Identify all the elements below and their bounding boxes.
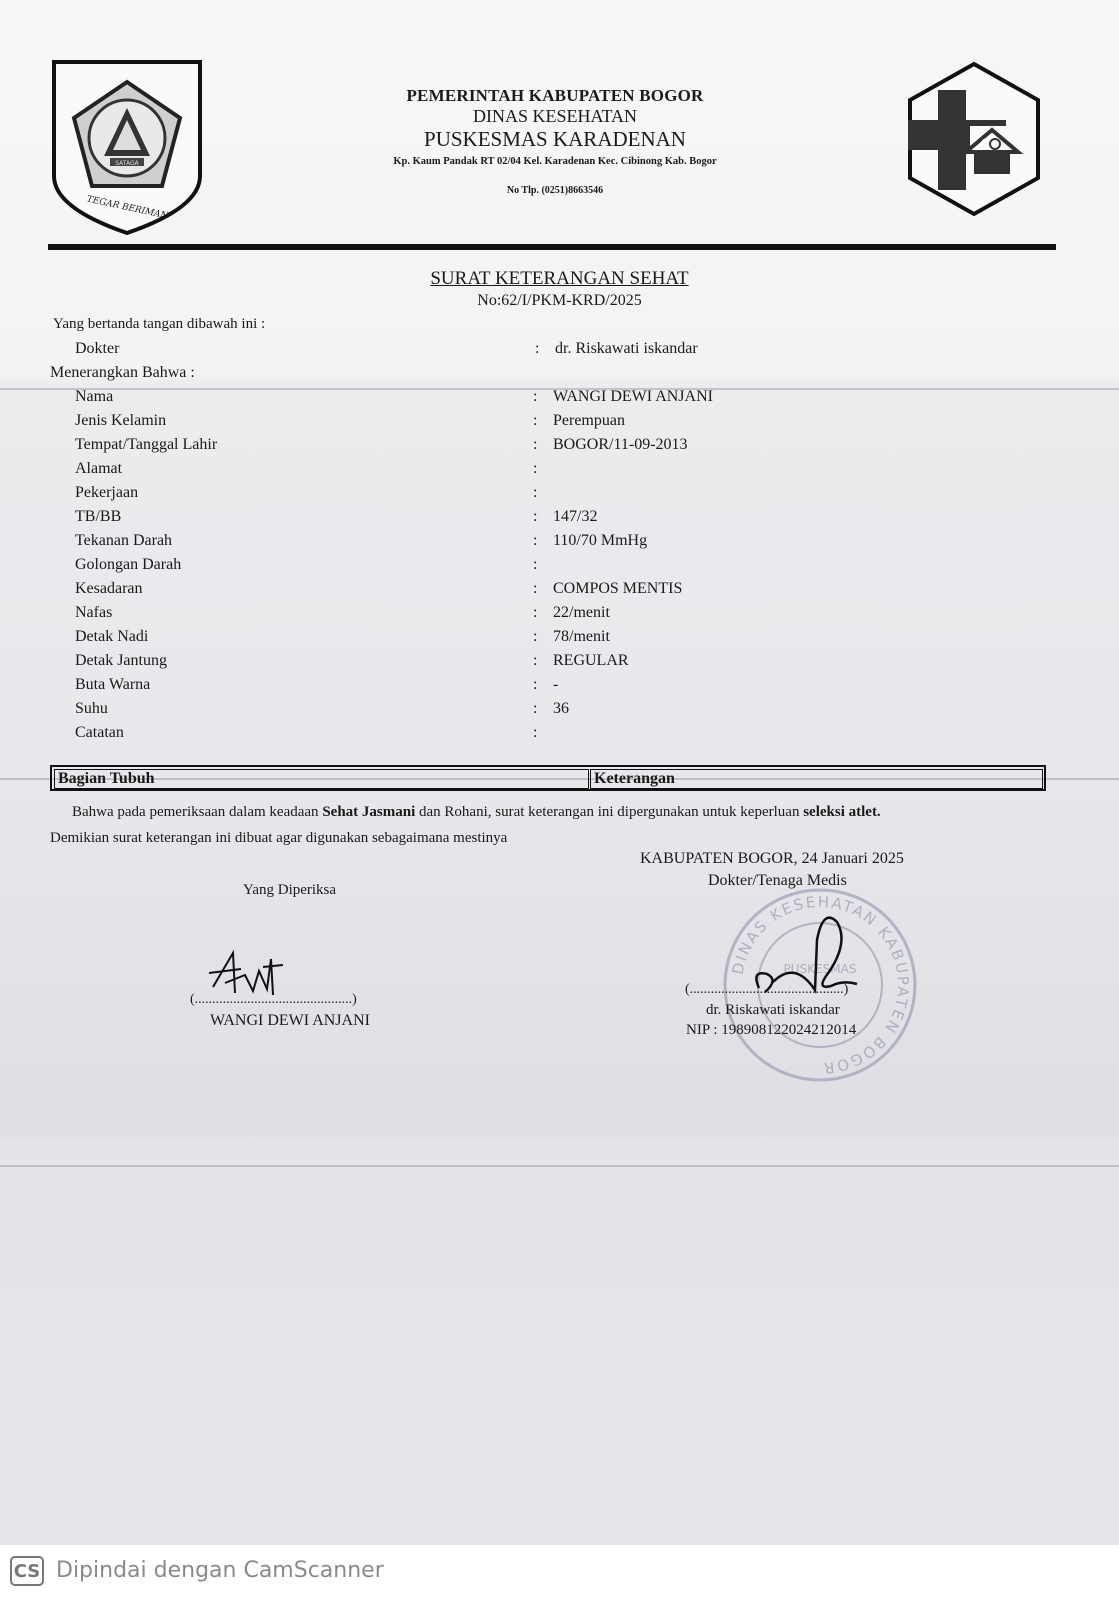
doctor-role: Dokter/Tenaga Medis	[708, 872, 847, 889]
field-value: 36	[553, 700, 569, 717]
svg-text:TEGAR BERIMAN: TEGAR BERIMAN	[85, 194, 170, 222]
svg-text:DINAS KESEHATAN KABUPATEN BOGO: DINAS KESEHATAN KABUPATEN BOGOR	[728, 892, 913, 1078]
field-label: Detak Nadi	[75, 628, 149, 645]
statement-text: dan Rohani, surat keterangan ini dipergunakan untuk keperluan	[415, 804, 804, 820]
field-value: Perempuan	[553, 412, 625, 429]
body-part-table	[50, 765, 1046, 791]
field-label: Suhu	[75, 700, 108, 717]
statement-bold: Sehat Jasmani	[322, 804, 416, 820]
field-value: BOGOR/11-09-2013	[553, 436, 688, 453]
field-label: TB/BB	[75, 508, 122, 525]
field-value: COMPOS MENTIS	[553, 580, 683, 597]
field-value: 147/32	[553, 508, 598, 525]
field-colon: :	[533, 652, 538, 669]
menerangkan-text: Menerangkan Bahwa :	[50, 364, 195, 381]
fold-line	[0, 1165, 1119, 1167]
field-colon: :	[533, 580, 538, 597]
field-colon: :	[533, 700, 538, 717]
camscanner-icon: CS	[10, 1556, 44, 1586]
field-value: 78/menit	[553, 628, 610, 645]
puskesmas-title: PUSKESMAS KARADENAN	[424, 127, 686, 151]
camscanner-text: Dipindai dengan CamScanner	[56, 1558, 384, 1583]
address: Kp. Kaum Pandak RT 02/04 Kel. Karadenan Kec. Cibinong Kab. Bogor	[393, 156, 717, 167]
field-value: -	[553, 676, 559, 693]
field-label: Tekanan Darah	[75, 532, 173, 549]
svg-text:SATAGA: SATAGA	[115, 160, 139, 167]
field-value: 110/70 MmHg	[553, 532, 648, 549]
statement-text: Bahwa pada pemeriksaan dalam keadaan	[72, 804, 323, 820]
field-colon: :	[533, 556, 538, 573]
place-date: KABUPATEN BOGOR, 24 Januari 2025	[640, 850, 904, 867]
document-number: No:62/I/PKM-KRD/2025	[477, 292, 642, 309]
field-colon: :	[533, 436, 538, 453]
field-label: Buta Warna	[75, 676, 151, 693]
field-colon: :	[533, 508, 538, 525]
kabupaten-bogor-logo	[50, 58, 205, 236]
field-colon: :	[533, 676, 538, 693]
svg-text:PUSKESMAS: PUSKESMAS	[783, 962, 857, 976]
letterhead	[330, 86, 780, 196]
field-colon: :	[533, 532, 538, 549]
statement-paragraph	[72, 804, 881, 821]
field-colon: :	[533, 460, 538, 477]
doctor-name: dr. Riskawati iskandar	[706, 1002, 840, 1018]
closing-paragraph: Demikian surat keterangan ini dibuat agar digunakan sebagaimana mestinya	[50, 830, 508, 846]
gov-title: PEMERINTAH KABUPATEN BOGOR	[406, 86, 704, 105]
examinee-dots: (.............................................)	[190, 992, 357, 1007]
field-label: Catatan	[75, 724, 124, 741]
field-label: Nama	[75, 388, 114, 405]
field-label: Alamat	[75, 460, 123, 477]
field-value: WANGI DEWI ANJANI	[553, 388, 713, 405]
examinee-name: WANGI DEWI ANJANI	[210, 1012, 370, 1029]
table-header-bagian-tubuh: Bagian Tubuh	[54, 769, 589, 789]
field-label: Tempat/Tanggal Lahir	[75, 436, 218, 453]
examinee-label: Yang Diperiksa	[243, 882, 337, 898]
statement-bold: seleksi atlet.	[803, 804, 881, 820]
field-label: Nafas	[75, 604, 113, 621]
field-colon: :	[533, 628, 538, 645]
field-colon: :	[533, 412, 538, 429]
puskesmas-logo	[900, 60, 1050, 220]
field-colon: :	[533, 724, 538, 741]
doctor-nip: NIP : 198908122024212014	[686, 1022, 857, 1038]
document-title-block	[0, 268, 1119, 310]
phone: No Tlp. (0251)8663546	[506, 185, 604, 196]
field-label: Detak Jantung	[75, 652, 167, 669]
field-colon: :	[533, 388, 538, 405]
table-header-keterangan: Keterangan	[590, 769, 1043, 789]
field-colon: :	[535, 340, 540, 357]
intro-text: Yang bertanda tangan dibawah ini :	[53, 316, 266, 332]
field-label: Kesadaran	[75, 580, 143, 597]
field-label: Golongan Darah	[75, 556, 182, 573]
header-rule	[48, 244, 1056, 250]
field-value: 22/menit	[553, 604, 610, 621]
field-value: REGULAR	[553, 652, 629, 669]
doctor-dots: (............................................)	[685, 982, 849, 997]
field-value: dr. Riskawati iskandar	[555, 340, 698, 357]
field-colon: :	[533, 484, 538, 501]
agency-title: DINAS KESEHATAN	[472, 106, 638, 126]
field-colon: :	[533, 604, 538, 621]
field-label: Dokter	[75, 340, 120, 357]
field-label: Jenis Kelamin	[75, 412, 167, 429]
field-label: Pekerjaan	[75, 484, 139, 501]
document-title: SURAT KETERANGAN SEHAT	[430, 268, 689, 289]
